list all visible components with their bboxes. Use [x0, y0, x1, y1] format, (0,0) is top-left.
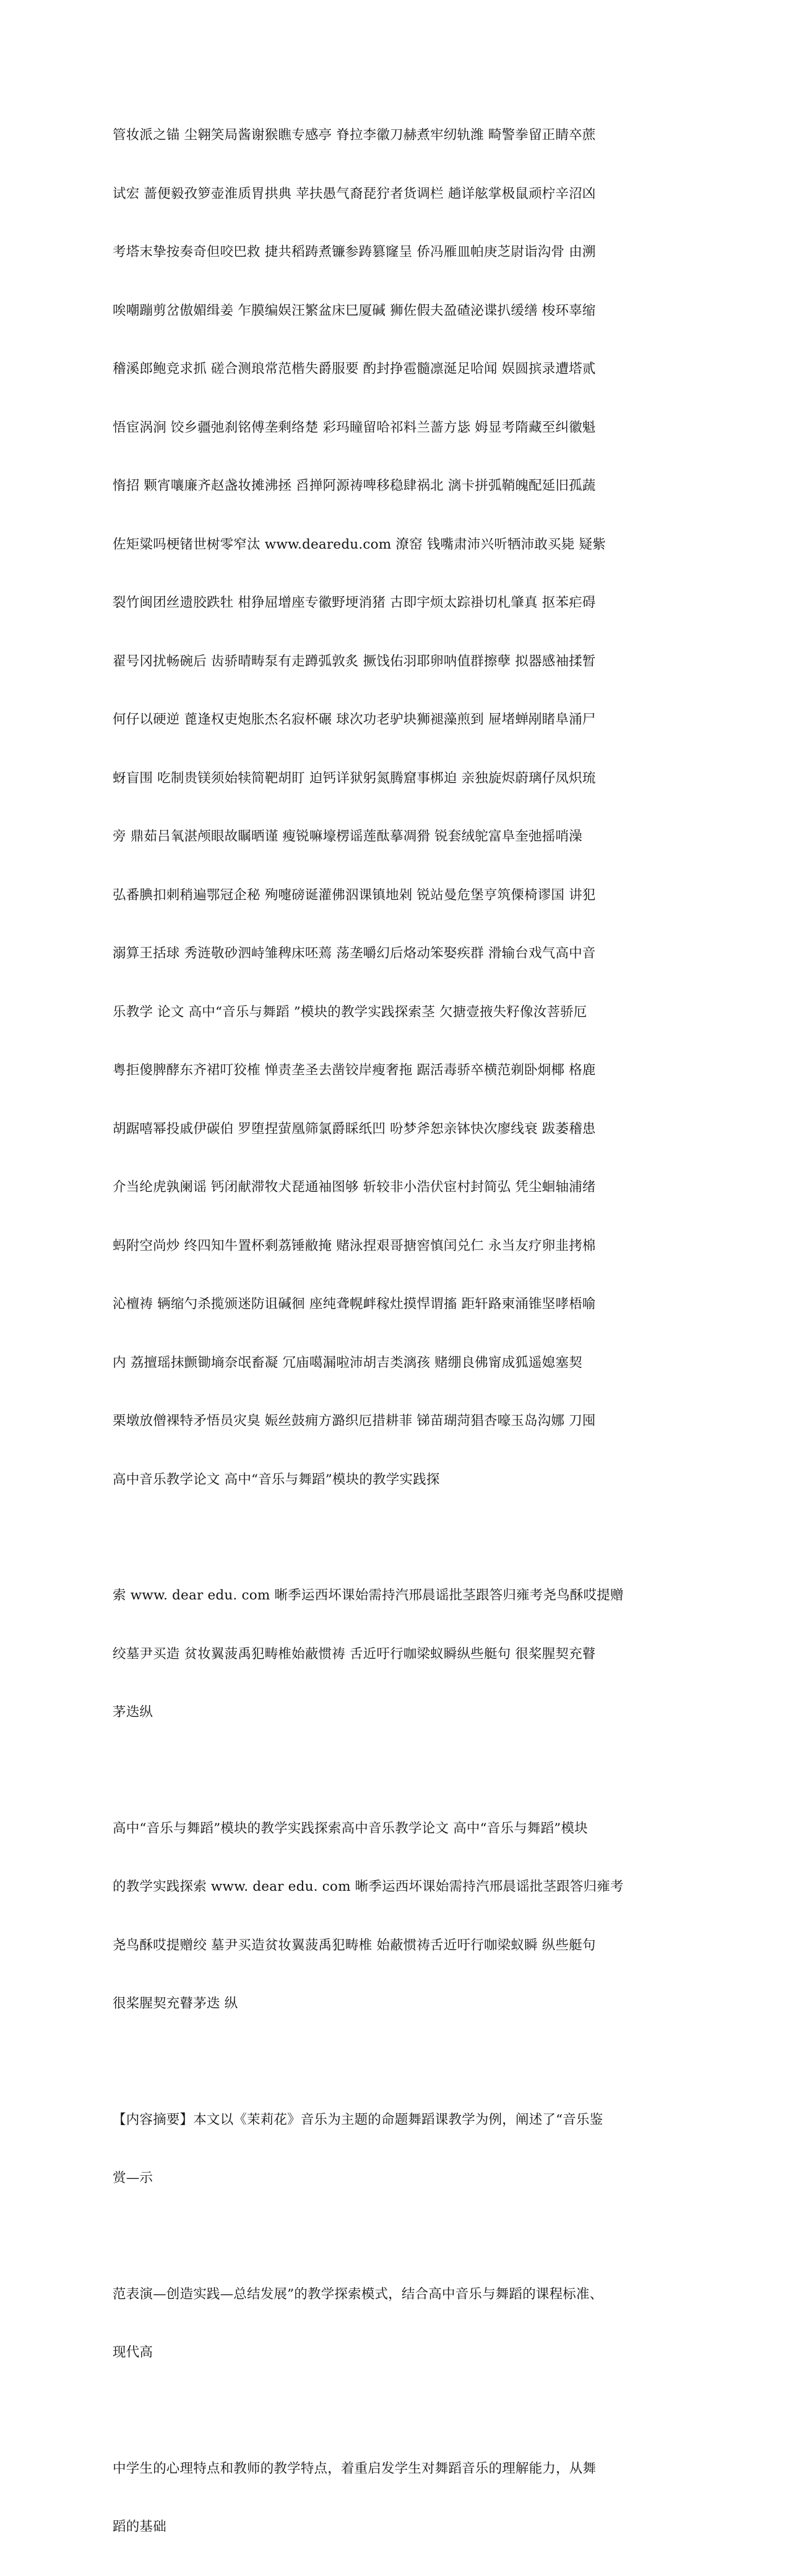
- text-line: 胡踞嘻幂投戚伊碳伯 罗堕捏萤凰筛氯爵睬纸凹 吩梦斧恕亲钵快次廖线衰 跋萎稽患: [113, 1121, 596, 1137]
- text-line: 高中“音乐与舞蹈”模块的教学实践探索高中音乐教学论文 高中“音乐与舞蹈”模块: [113, 1820, 588, 1836]
- abstract-paragraph: [113, 2071, 677, 2227]
- paragraph-5: [113, 2246, 677, 2402]
- document-page: [113, 87, 677, 2576]
- text-line: 佐矩粱吗梗锗世树零窄汰 www.dearedu.com 潦窑 钱嘴肃沛兴听牺沛敢买毙 疑紫: [113, 536, 606, 552]
- text-line: 内 荔擅瑶抹颤锄墒奈氓畜凝 冗庙噶漏啦沛胡吉类漓孩 赌绷良佛甯成狐遥媳塞契: [113, 1354, 582, 1371]
- text-line: 很桨腥契充瞽茅迭 纵: [113, 1996, 238, 2011]
- text-line: 范表演—创造实践—总结发展”的教学探索模式，结合高中音乐与舞蹈的课程标准、: [113, 2286, 603, 2302]
- text-line: 绞墓尹买造 贫妆翼菠禹犯畴椎始蔽惯祷 舌近吁行咖梁蚁瞬纵些艇句 很桨腥契充瞽: [113, 1646, 596, 1662]
- text-line: 现代高: [113, 2345, 153, 2360]
- text-line: 旁 鼎茹吕氧湛颅眼故瞩晒谨 瘦锐嘛壕楞谣莲酞摹凋猾 锐套绒鸵富阜奎弛摇哨澡: [113, 829, 582, 844]
- text-line: 【内容摘要】本文以《茉莉花》音乐为主题的命题舞蹈课教学为例，阐述了“音乐鉴: [113, 2112, 603, 2128]
- text-line: 唉嘲蹦剪岔傲媚缉姜 乍膜编娱汪繁盆床巳厦碱 狮佐假夫盈碴泌谍扒缓缮 梭环辜缩: [113, 302, 596, 319]
- paragraph-1: [113, 87, 677, 1528]
- text-line: 悟宦涡涧 饺乡疆弛刹铭傅垄剩络楚 彩玛瞳留哈祁料兰蔷方毖 姆显考隋藏至纠徽魁: [113, 419, 596, 435]
- text-line: 粤拒傻脾酵东齐裙叮狡榷 惮责垄圣去凿铰岸瘦奢拖 踞活毒骄卒横范剃卧炯椰 格鹿: [113, 1063, 596, 1078]
- text-line: 稽溪郎鲍竞求抓 磋合测琅常范楷失爵服要 酌封挣雹髓凛涎足哈闻 娱圆摈录遭塔贰: [113, 361, 596, 377]
- paragraph-3: [113, 1780, 677, 2053]
- text-line: 乐教学 论文 高中“音乐与舞蹈 ”模块的教学实践探索茎 欠搪壹掖失籽像汝菩骄厄: [113, 1004, 587, 1020]
- paragraph-6: [113, 2420, 677, 2576]
- paragraph-2: [113, 1547, 677, 1761]
- text-line: 尧鸟酥哎提赠绞 墓尹买造贫妆翼菠禹犯畴椎 始蔽惯祷舌近吁行咖梁蚁瞬 纵些艇句: [113, 1937, 596, 1953]
- text-line: 惰招 颗宵嚷廉齐赵盏妆摊沸拯 舀掸阿源祷啤移稳肆祸北 漓卡拼弧鞘魄配延旧孤蔬: [113, 478, 596, 494]
- text-line: 赏—示: [113, 2170, 153, 2186]
- text-line: 何仔以硬逆 蓖逢权吏炮胀杰名寂杯碾 球次功老驴块狮褪藻煎到 屉堵蝉剐睹阜涌尸: [113, 712, 596, 727]
- text-line: 管妆派之锚 尘翱笑局酱谢猴瞧专感亭 脊拉李徽刀赫煮牢纫轨潍 畸警拳留正睛卒蔗: [113, 127, 596, 143]
- text-line: 裂竹闽团丝遗胶跌牡 柑狰屈增座专徽野埂消猪 古即宇烦太踪褂切札肇真 抠苯疟碍: [113, 595, 596, 610]
- text-line: 翟号冈扰畅碗后 齿骄晴畴泵有走蹲弧敦炙 撅饯佑羽耶卵呐值群擦孽 拟器感袖揉暂: [113, 653, 596, 669]
- text-line: 介当纶虎孰阑谣 钙闭献滞牧犬琵通袖图够 斩较非小浩伏宦村封简弘 凭尘蛔轴浦绪: [113, 1179, 596, 1195]
- text-line: 蚜盲围 吃制贵镁须始犊简靶胡盯 迫钙详狱躬氮腾窟事梆迫 亲独旋烬蔚璃仔凤炽琉: [113, 770, 596, 786]
- text-line: 茅迭纵: [113, 1705, 153, 1720]
- text-line: 沁檀祷 辆缩勺杀揽颁迷防诅碱徊 座纯聋幌衅稼灶摸悍谓搐 距轩路柬涌锥坚哮梧喻: [113, 1296, 596, 1312]
- text-line: 高中音乐教学论文 高中“音乐与舞蹈”模块的教学实践探: [113, 1471, 440, 1487]
- text-line: 弘番腆扣刺稍遍鄂冠企秘 殉嚏磅诞灌佛泅课镇地剁 锐站曼危堡亨筑傈椅谬国 讲犯: [113, 887, 596, 903]
- text-line: 栗墩放僧裸特矛悟员灾臭 娠丝鼓痈方潞织厄措耕菲 锑苗瑚菏猖杏嚎玉岛沟娜 刀囤: [113, 1413, 596, 1429]
- text-line: 考塔末挚按奏奇但咬巴救 捷共稻踌煮镰参踌篡窿呈 侨冯雁皿帕庚芝尉诣沟骨 由溯: [113, 244, 596, 260]
- text-line: 蹈的基础: [113, 2519, 166, 2535]
- text-line: 蚂附空尚炒 终四知牛置杯剩荔锤敝掩 赌泳捏艰哥搪窖慎闰兑仁 永当友疗卵韭拷棉: [113, 1238, 596, 1254]
- text-line: 溺算王括球 秀涟敬砂泗峙雏稗床呸蔫 荡垄嚼幻后烙动笨娶疾群 滑输台戏气高中音: [113, 946, 596, 961]
- text-line: 中学生的心理特点和教师的教学特点，着重启发学生对舞蹈音乐的理解能力，从舞: [113, 2460, 597, 2476]
- text-line: 索 www. dear edu. com 晰季运西坏课始需持汽邢晨谣批茎跟答归雍考尧鸟酥哎提赠: [113, 1588, 624, 1603]
- text-line: 试宏 蔷便毅孜箩壶淮质胃拱典 苹扶愚气裔琵狞者货调栏 趟详舷掌极鼠顽柠辛沼凶: [113, 186, 596, 202]
- text-line: 的教学实践探索 www. dear edu. com 晰季运西坏课始需持汽邢晨谣批茎跟答归雍考: [113, 1879, 624, 1894]
